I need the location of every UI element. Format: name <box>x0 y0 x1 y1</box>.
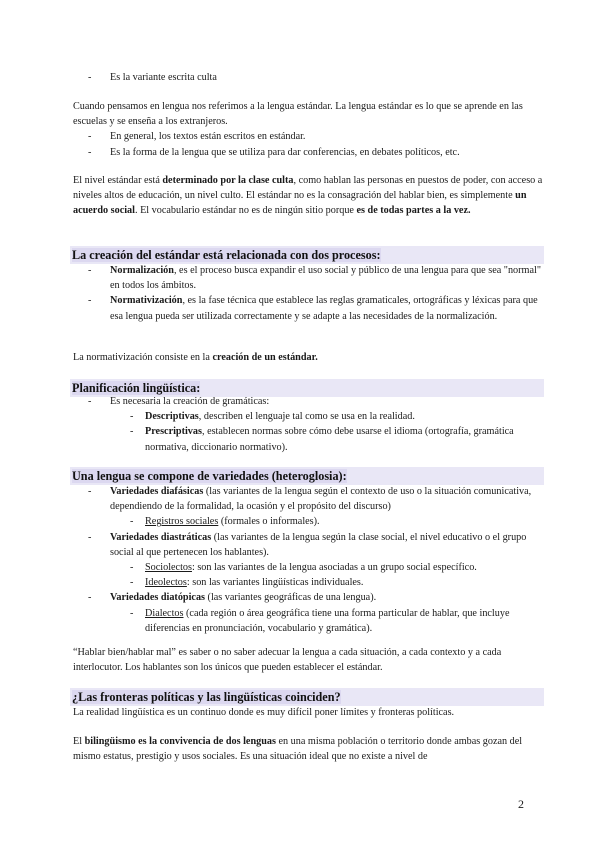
paragraph-speak-well: “Hablar bien/hablar mal” es saber o no saber adecuar la lengua a cada situación, a cada contexto y a cada interlocutor. Los hablantes son los únicos que pueden establecer el estándar. <box>73 647 502 674</box>
list-item: - Sociolectos: son las variantes de la lengua asociadas a un grupo social específico. <box>130 562 477 574</box>
list-item: - Normativización, es la fase técnica que establece las reglas gramaticales, ortográficas y léxicas para que esa lengua pueda ser utilizada correctamente y se adapte a las necesidades de la normalización. <box>88 295 538 322</box>
paragraph-normativization: La normativización consiste en la creación de un estándar. <box>73 352 318 363</box>
paragraph-continuum: La realidad lingüística es un continuo donde es muy difícil poner límites y fronteras políticas. <box>73 707 455 718</box>
heading-linguistic-planning: Planificación lingüística: <box>70 379 544 397</box>
list-item: - Variedades diastráticas (las variantes de la lengua según la clase social, el nivel educativo o el grupo social al que pertenecen los hablantes). <box>88 531 527 558</box>
list-item: - Es la forma de la lengua que se utiliza para dar conferencias, en debates políticos, etc. <box>88 146 460 158</box>
heading-borders: ¿Las fronteras políticas y las lingüísticas coinciden? <box>70 688 544 706</box>
paragraph-bilingualism: El bilingüismo es la convivencia de dos lenguas en una misma población o territorio donde ambas gozan del mismo estatus, prestigio y usos sociales. Es una situación ideal que no existe a nivel de <box>73 736 523 763</box>
list-item: - Variedades diafásicas (las variantes de la lengua según el contexto de uso o la situación comunicativa, dependiendo de la formalidad, la ocasión y el propósito del discurso) <box>88 486 532 513</box>
top-bullet: - Es la variante escrita culta <box>88 72 217 83</box>
list-item: - Variedades diatópicas (las variantes geográficas de una lengua). <box>88 592 377 604</box>
list-item: - Es necesaria la creación de gramáticas: <box>88 396 270 407</box>
list-item: - En general, los textos están escritos en estándar. <box>88 131 306 143</box>
list-grammars <box>73 394 543 455</box>
paragraph-standard-level: El nivel estándar está determinado por la clase culta, como hablan las personas en puestos de poder, con acceso a niveles altos de educación, un nivel culto. El estándar no es la consagración del hablar bien, es simplemente un acuerdo social. El vocabulario estándar no es de ningún sitio porque es de todas partes a la vez. <box>73 175 543 217</box>
heading-varieties: Una lengua se compone de variedades (heteroglosia): <box>70 467 544 485</box>
list-varieties <box>73 484 543 636</box>
heading-creation-standard: La creación del estándar está relacionada con dos procesos: <box>70 246 544 264</box>
list-item: - Dialectos (cada región o área geográfica tiene una forma particular de hablar, que incluye diferencias en pronunciación, vocabulario y gramática). <box>130 607 510 634</box>
paragraph-standard-language: Cuando pensamos en lengua nos referimos a la lengua estándar. La lengua estándar es lo que se aprende en las escuelas y se enseña a los extranjeros. - En general, los textos están escritos en estándar. - Es la forma de la lengua que se utiliza para dar conferencias, en debates políticos, etc. <box>73 99 543 160</box>
list-item: - Prescriptivas, establecen normas sobre cómo debe usarse el idioma (ortografía, gramática normativa, diccionario normativo). <box>130 426 514 453</box>
list-item: - Registros sociales (formales o informales). <box>130 516 320 528</box>
list-item: - Descriptivas, describen el lenguaje tal como se usa en la realidad. <box>130 411 415 423</box>
list-item: - Normalización, es el proceso busca expandir el uso social y público de una lengua para que sea "normal" en todos los ámbitos. <box>88 265 541 292</box>
list-item: - Ideolectos: son las variantes lingüísticas individuales. <box>130 577 364 589</box>
list-processes <box>73 263 543 324</box>
page-number: 2 <box>518 797 524 811</box>
